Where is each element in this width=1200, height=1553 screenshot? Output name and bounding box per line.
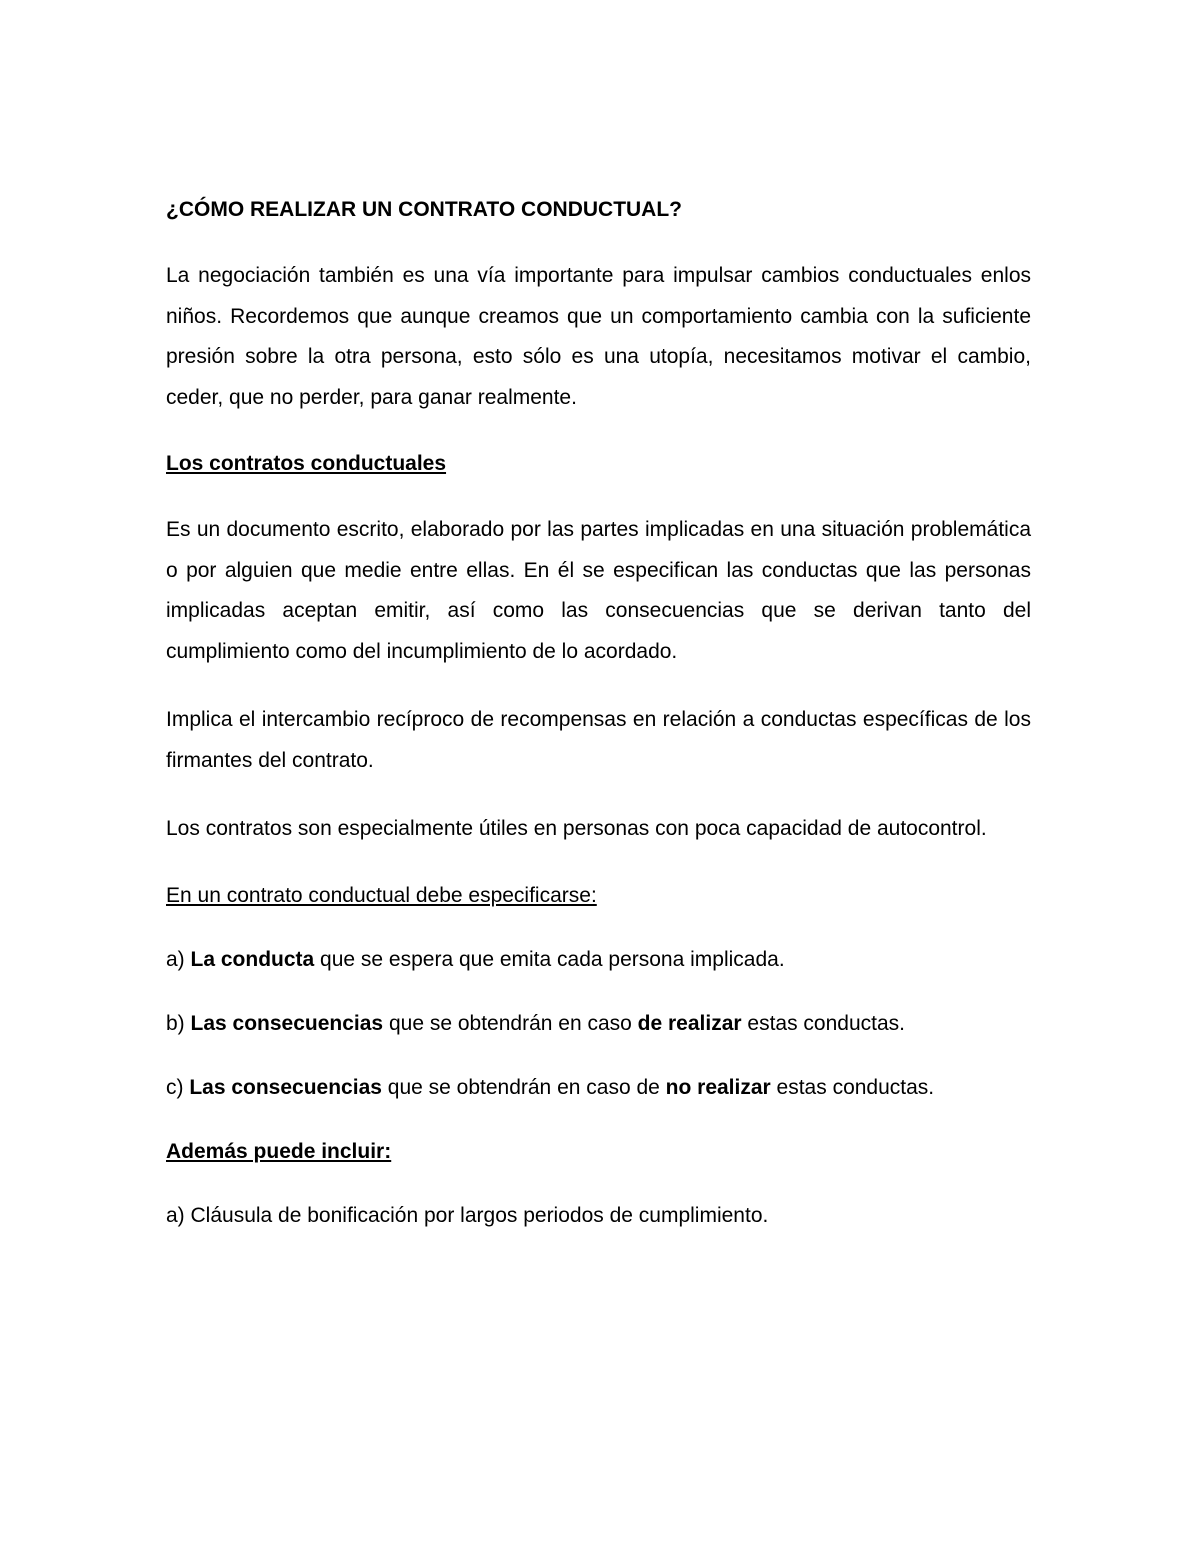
additional-item-a: a) Cláusula de bonificación por largos periodos de cumplimiento. [166, 1203, 769, 1227]
specify-item-c [166, 1070, 1031, 1106]
item-text-end: estas conductas. [741, 1011, 905, 1035]
item-prefix: a) [166, 947, 191, 971]
definition-paragraph: Es un documento escrito, elaborado por las partes implicadas en una situación problemática o por alguien que medie entre ellas. En él se especifican las conductas que las personas implicadas aceptan emitir, así como las consecuencias que se derivan tanto del cumplimiento como del incumplimiento de lo acordado. [166, 518, 1031, 663]
item-text: que se obtendrán en caso de [381, 1075, 666, 1099]
item-text: que se obtendrán en caso [383, 1011, 638, 1035]
document-title: ¿CÓMO REALIZAR UN CONTRATO CONDUCTUAL? [166, 198, 683, 221]
item-text: que se espera que emita cada persona implicada. [314, 947, 785, 971]
specify-heading: En un contrato conductual debe especificarse: [166, 883, 597, 907]
usefulness-paragraph: Los contratos son especialmente útiles en personas con poca capacidad de autocontrol. [166, 817, 987, 840]
item-bold: Las consecuencias [189, 1075, 382, 1099]
item-bold: Las consecuencias [190, 1011, 384, 1035]
item-prefix: c) [166, 1075, 190, 1099]
item-text-end: estas conductas. [770, 1075, 935, 1099]
intro-paragraph: La negociación también es una vía importante para impulsar cambios conductuales enlos niños. Recordemos que aunque creamos que un comportamiento cambia con la suficiente presión sobre la otra persona, esto sólo es una utopía, necesitamos motivar el cambio, ceder, que no perder, para ganar realmente. [166, 264, 1031, 409]
section-heading-contratos: Los contratos conductuales [166, 452, 447, 475]
item-prefix: b) [166, 1011, 191, 1035]
reciprocity-paragraph: Implica el intercambio recíproco de recompensas en relación a conductas específicas de los firmantes del contrato. [166, 708, 1031, 772]
specify-item-a [166, 942, 1031, 978]
item-bold-emphasis: no realizar [665, 1075, 771, 1099]
item-bold: La conducta [190, 947, 315, 971]
additional-heading: Además puede incluir: [166, 1139, 392, 1163]
document-body [166, 192, 1031, 1262]
specify-item-b [166, 1006, 1031, 1042]
item-bold-emphasis: de realizar [637, 1011, 742, 1035]
